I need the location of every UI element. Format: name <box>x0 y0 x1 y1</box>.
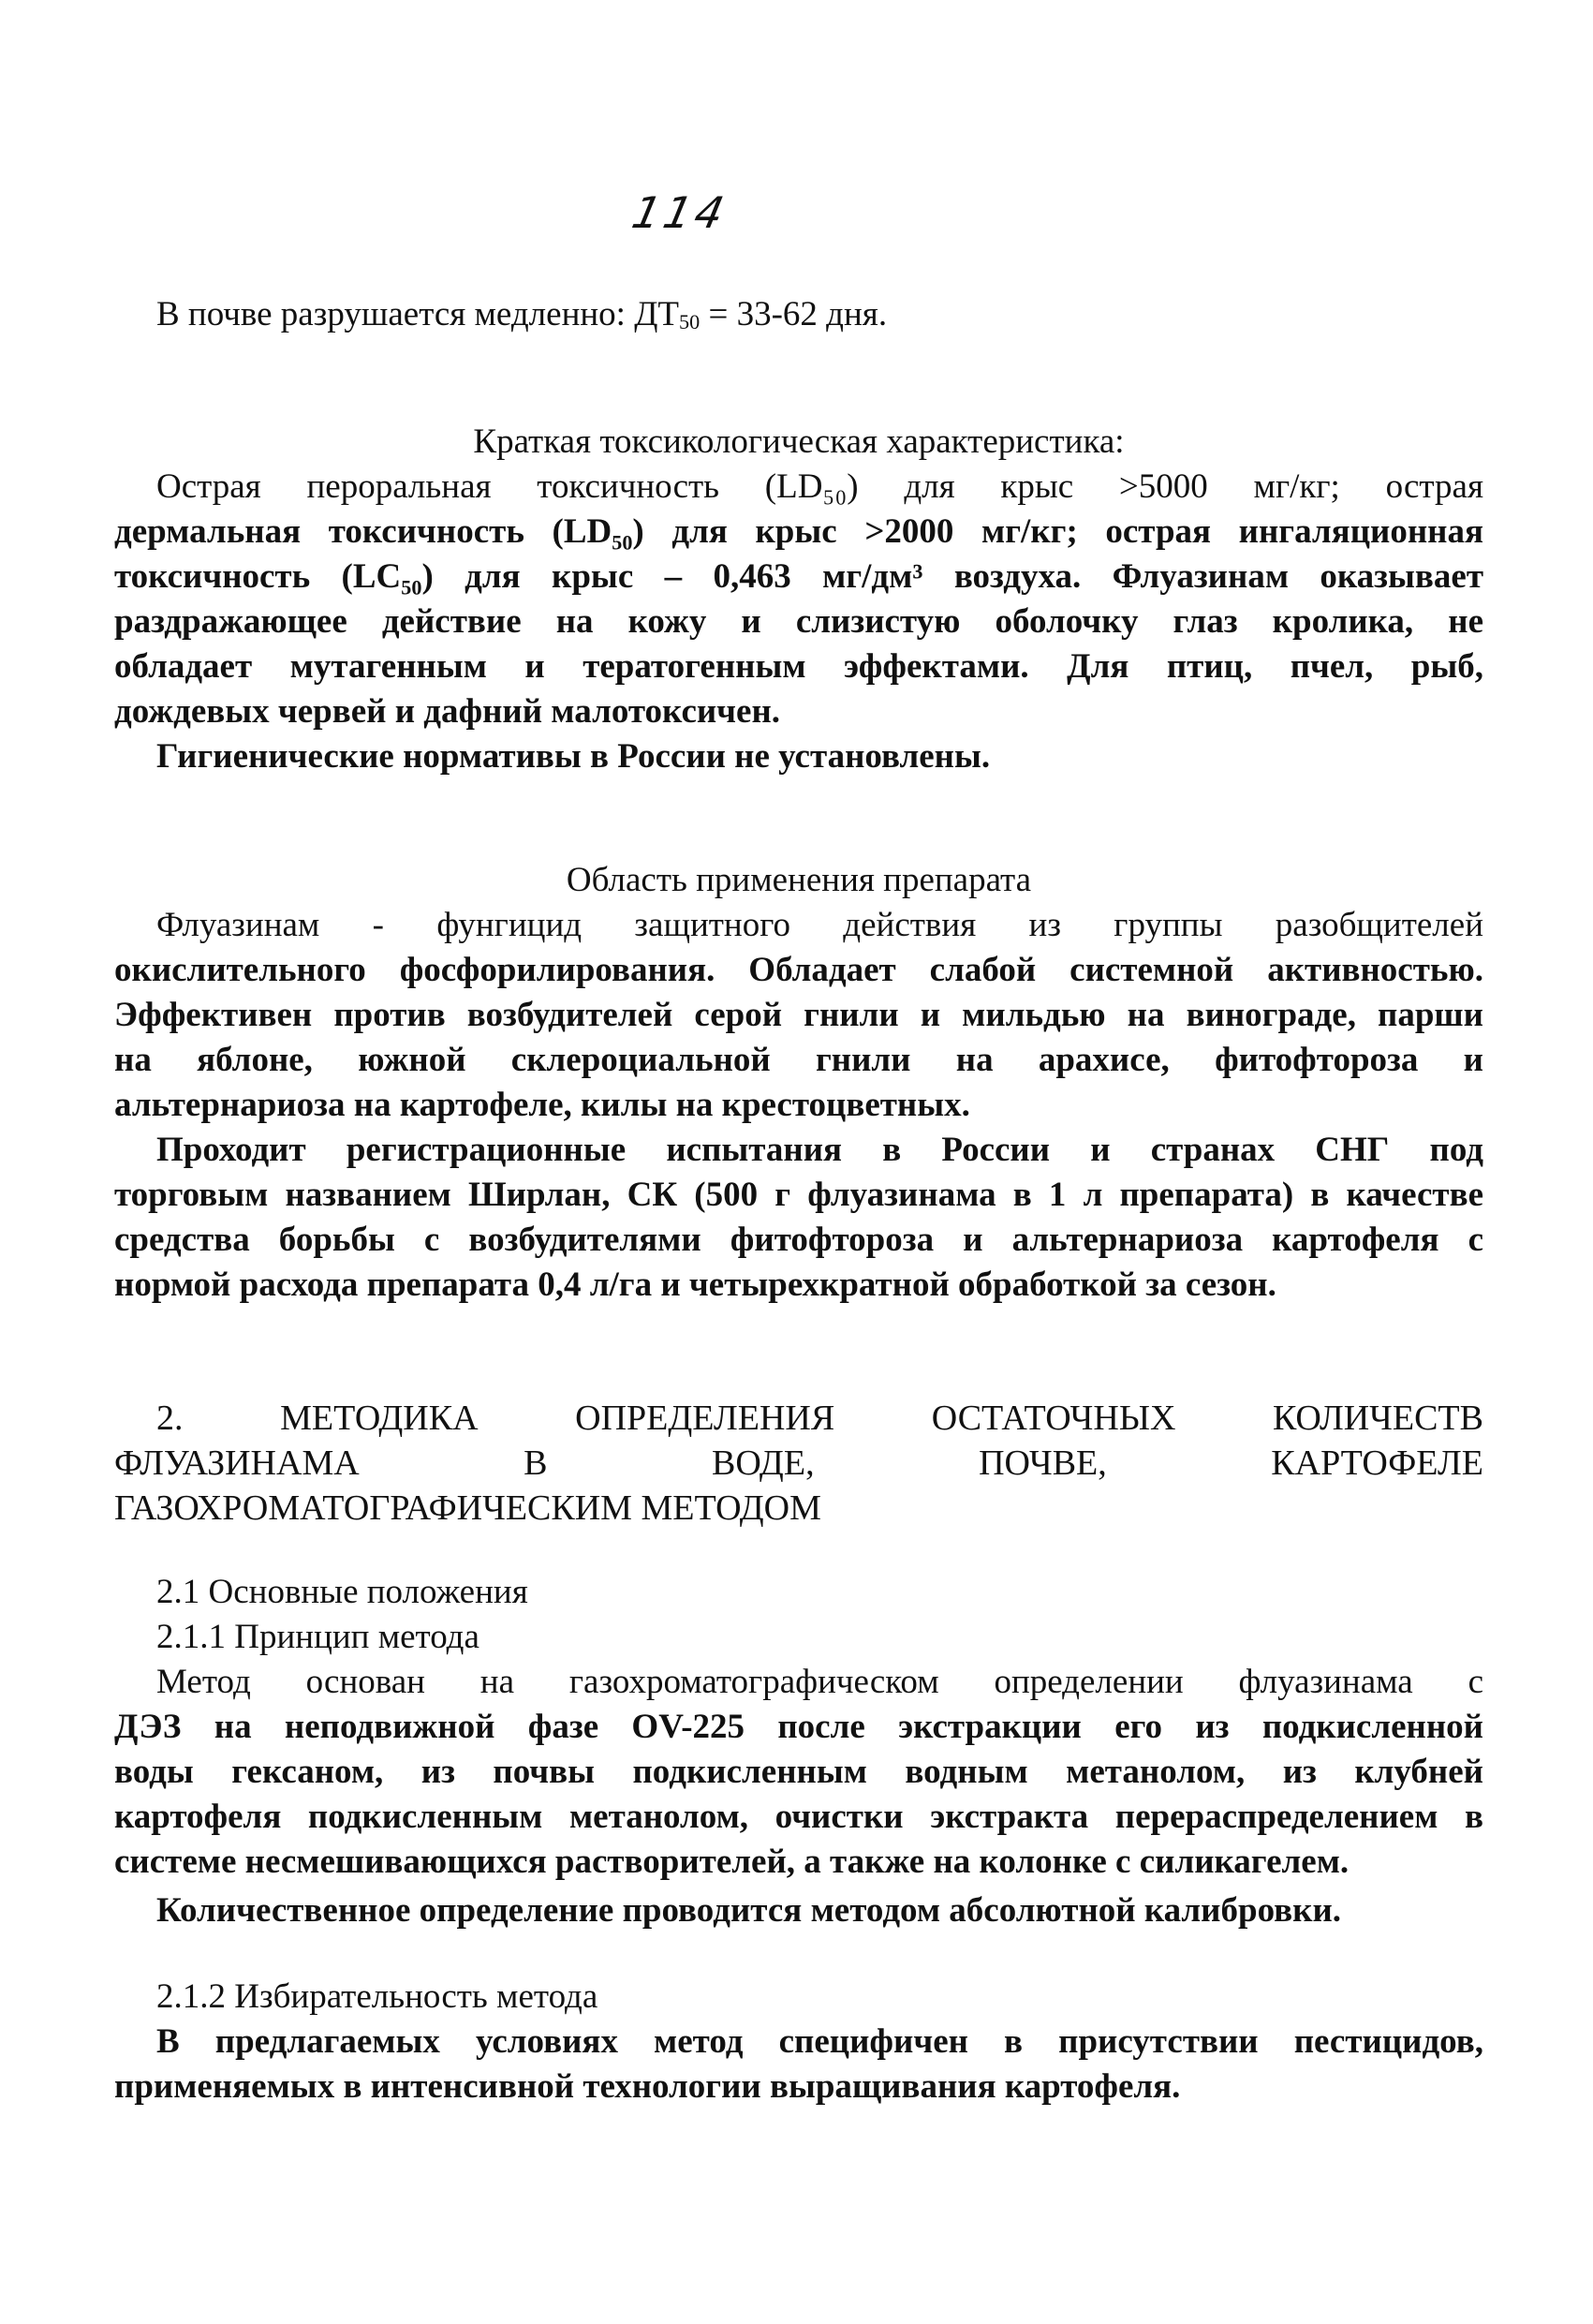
tox-line-3: токсичность (LC₅₀) для крыс – 0,463 мг/дм³ воздуха. Флуазинам оказывает <box>114 557 1483 596</box>
tox-section <box>114 420 1483 779</box>
section-2-body <box>114 1570 1483 2109</box>
section-2-title-line-2: ФЛУАЗИНАМА В ВОДЕ, ПОЧВЕ, КАРТОФЕЛЕ <box>114 1443 1483 1483</box>
app-p2-line-4: нормой расхода препарата 0,4 л/га и четырехкратной обработкой за сезон. <box>114 1266 1276 1304</box>
subsection-2-1: 2.1 Основные положения <box>156 1573 528 1611</box>
quantification-line: Количественное определение проводится методом абсолютной калибровки. <box>156 1891 1342 1930</box>
app-p2-line-3: средства борьбы с возбудителями фитофтороза и альтернариоза картофеля с <box>114 1221 1483 1259</box>
app-p1-line-2: окислительного фосфорилирования. Обладает слабой системной активностью. <box>114 951 1483 989</box>
selectivity-line-1: В предлагаемых условиях метод специфичен в присутствии пестицидов, <box>156 2022 1483 2061</box>
tox-line-5: обладает мутагенным и тератогенным эффектами. Для птиц, пчел, рыб, <box>114 647 1483 686</box>
principle-line-4: картофеля подкисленным метанолом, очистки экстракта перераспределением в <box>114 1798 1483 1836</box>
intro-prefix: В почве разрушается медленно: ДТ <box>156 295 680 333</box>
section-2-title <box>114 1396 1483 1531</box>
principle-line-5: системе несмешивающихся растворителей, а также на колонке с силикагелем. <box>114 1843 1350 1881</box>
intro-suffix: = 33-62 дня. <box>700 295 888 333</box>
section-2-title-line-1: 2. МЕТОДИКА ОПРЕДЕЛЕНИЯ ОСТАТОЧНЫХ КОЛИЧЕСТВ <box>156 1399 1483 1438</box>
hygiene-norms: Гигиенические нормативы в России не установлены. <box>156 737 991 776</box>
app-p1-line-3: Эффективен против возбудителей серой гнили и мильдью на винограде, парши <box>114 996 1483 1034</box>
subsection-2-1-2: 2.1.2 Избирательность метода <box>156 1977 598 2016</box>
subsection-2-1-1: 2.1.1 Принцип метода <box>156 1618 479 1656</box>
soil-degradation-line <box>114 292 1483 337</box>
intro-sub: 50 <box>679 310 701 333</box>
app-p1-line-1: Флуазинам - фунгицид защитного действия из группы разобщителей <box>156 906 1483 944</box>
application-heading: Область применения препарата <box>566 861 1032 899</box>
principle-line-1: Метод основан на газохроматографическом определении флуазинама с <box>156 1663 1483 1701</box>
section-2-title-line-3: ГАЗОХРОМАТОГРАФИЧЕСКИМ МЕТОДОМ <box>114 1488 821 1528</box>
tox-line-4: раздражающее действие на кожу и слизистую оболочку глаз кролика, не <box>114 602 1483 641</box>
selectivity-line-2: применяемых в интенсивной технологии выращивания картофеля. <box>114 2067 1181 2106</box>
principle-line-3: воды гексаном, из почвы подкисленным водным метанолом, из клубней <box>114 1753 1483 1791</box>
tox-line-1: Острая пероральная токсичность (LD₅₀) для крыс >5000 мг/кг; острая <box>156 467 1483 506</box>
page-number: 114 <box>627 187 732 238</box>
tox-line-2: дермальная токсичность (LD₅₀) для крыс >2000 мг/кг; острая ингаляционная <box>114 512 1483 551</box>
app-p1-line-4: на яблоне, южной склероциальной гнили на арахисе, фитофтороза и <box>114 1041 1483 1079</box>
principle-line-2: ДЭЗ на неподвижной фазе OV-225 после экстракции его из подкисленной <box>114 1708 1483 1746</box>
app-p2-line-1: Проходит регистрационные испытания в России и странах СНГ под <box>156 1131 1483 1169</box>
app-p1-line-5: альтернариоза на картофеле, килы на крестоцветных. <box>114 1086 970 1124</box>
app-p2-line-2: торговым названием Ширлан, СК (500 г флуазинама в 1 л препарата) в качестве <box>114 1176 1483 1214</box>
tox-heading: Краткая токсикологическая характеристика: <box>473 422 1125 461</box>
tox-line-6: дождевых червей и дафний малотоксичен. <box>114 692 781 731</box>
application-section <box>114 858 1483 1308</box>
